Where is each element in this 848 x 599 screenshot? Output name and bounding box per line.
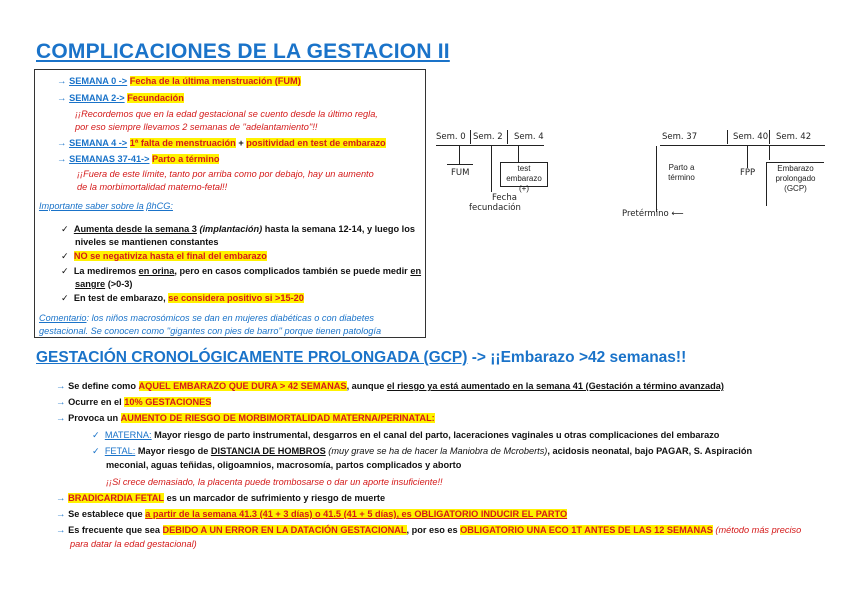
fum-label: FUM	[451, 168, 470, 178]
l1-und: el riesgo ya está aumentado en la semana 41 (Gestación a término avanzada)	[386, 381, 724, 391]
l6-hl1: DEBIDO A UN ERROR EN LA DATACIÓN GESTACIONAL	[162, 525, 407, 535]
materna-row	[92, 429, 719, 441]
gcp-row-6-line2: para datar la edad gestacional)	[70, 539, 197, 549]
tick	[727, 130, 728, 144]
fetal-ital: (muy grave se ha de hacer la Maniobra de Mcroberts)	[328, 446, 548, 456]
arrow-icon: →	[56, 493, 66, 504]
l4-hl: BRADICARDIA FETAL	[68, 493, 165, 503]
page-title: COMPLICACIONES DE LA GESTACION II	[36, 40, 450, 63]
check-icon: ✓	[61, 224, 69, 234]
b3-u1: en orina	[138, 266, 175, 276]
l2-hl: 10% GESTACIONES	[124, 397, 212, 407]
test-box	[500, 162, 548, 193]
section2-title-main: GESTACIÓN CRONOLÓGICAMENTE PROLONGADA (GCP)	[36, 349, 468, 366]
tick	[507, 130, 508, 144]
l1-mid: , aunque	[346, 381, 385, 391]
hcg-bullet-2	[61, 250, 267, 262]
week0-row	[57, 75, 301, 88]
gcp-label-1: Embarazo	[777, 164, 814, 173]
fecha-label-1: Fecha	[492, 193, 517, 203]
section2-title-suffix: -> ¡¡Embarazo >42 semanas!!	[467, 349, 687, 366]
connector	[747, 146, 748, 168]
l5-hl: a partir de la semana 41.3 (41 + 3 días) o 41.5 (41 + 5 días), es OBLIGATORIO INDUCIR EL PARTO	[145, 509, 568, 519]
comment-text-1: : los niños macrosómicos se dan en mujeres diabéticas o con diabetes	[86, 313, 375, 323]
b3-u3: sangre	[75, 279, 106, 289]
tick	[769, 130, 770, 144]
check-icon: ✓	[61, 293, 69, 303]
week37-text: Parto a término	[152, 154, 220, 164]
week2-label: SEMANA 2->	[69, 93, 125, 103]
fetal-row	[92, 445, 752, 457]
hcg-bullet-4	[61, 292, 304, 304]
timeline-box	[34, 69, 426, 338]
arrow-icon: →	[57, 76, 67, 87]
arrow-icon: →	[57, 93, 67, 104]
connector	[769, 146, 770, 160]
hcg-bullet-1-line2: niveles se mantienen constantes	[75, 237, 219, 247]
parto-box	[656, 162, 706, 190]
b3-pre: La mediremos	[73, 266, 137, 276]
fecha-label-2: fecundación	[469, 203, 521, 213]
section2-title	[36, 349, 686, 367]
sem0-label: Sem. 0	[436, 132, 466, 142]
week4-plus: +	[238, 138, 244, 148]
week2-note-1: ¡¡Recordemos que en la edad gestacional se cuento desde la último regla,	[75, 109, 378, 119]
parto-label-2: término	[668, 173, 695, 182]
comment-line-2: gestacional. Se conocen como ''gigantes con pies de barro'' porque tienen patología	[39, 326, 382, 336]
hcg-title: Importante saber sobre la	[39, 201, 144, 211]
l6-hl2: OBLIGATORIO UNA ECO 1T ANTES DE LAS 12 SEMANAS	[460, 525, 713, 535]
arrow-left-icon: ⟵	[671, 209, 684, 219]
week2-row	[57, 92, 184, 105]
b1-ital: (implantación)	[199, 224, 263, 234]
fetal-und: DISTANCIA DE HOMBROS	[210, 446, 326, 456]
fpp-label: FPP	[740, 168, 756, 178]
gcp-row-5	[56, 508, 567, 521]
check-icon: ✓	[92, 446, 100, 456]
timeline-line-right	[660, 145, 825, 146]
tick	[470, 130, 471, 144]
gcp-row-3	[56, 412, 435, 425]
pretermino-row	[622, 209, 684, 219]
l6-mid: , por eso es	[406, 525, 458, 535]
b3-mid: , pero en casos complicados también se puede medir	[174, 266, 408, 276]
fetal-label: FETAL:	[104, 446, 136, 456]
b4-pre: En test de embarazo,	[73, 293, 166, 303]
week0-text: Fecha de la última menstruación (FUM)	[129, 76, 301, 86]
l1-hl: AQUEL EMBARAZO QUE DURA > 42 SEMANAS	[138, 381, 347, 391]
week4-text-1: 1ª falta de menstruación	[129, 138, 236, 148]
test-label-1: test	[517, 164, 531, 173]
check-icon: ✓	[92, 430, 100, 440]
hcg-symbol: βhCG:	[146, 201, 173, 211]
b3-post: (>0-3)	[107, 279, 133, 289]
week0-label: SEMANA 0 ->	[69, 76, 128, 86]
sem40-label: Sem. 40	[733, 132, 769, 142]
sem2-label: Sem. 2	[473, 132, 503, 142]
l3-hl: AUMENTO DE RIESGO DE MORBIMORTALIDAD MATERNA/PERINATAL:	[120, 413, 435, 423]
l6-ital1: (método más preciso	[715, 525, 802, 535]
week37-row	[57, 153, 219, 166]
hcg-bullet-1	[61, 223, 415, 235]
arrow-icon: →	[57, 138, 67, 149]
materna-label: MATERNA:	[104, 430, 152, 440]
l1-pre: Se define como	[68, 381, 136, 391]
arrow-icon: →	[56, 397, 66, 408]
sem42-label: Sem. 42	[776, 132, 812, 142]
gcp-label-2: prolongado	[775, 174, 816, 183]
fetal-note: ¡¡Si crece demasiado, la placenta puede trombosarse o dar un aporte insuficiente!!	[106, 477, 443, 487]
b2-text: NO se negativiza hasta el final del embarazo	[73, 251, 267, 261]
timeline-line-left	[436, 145, 544, 146]
connector	[459, 146, 460, 164]
l2-pre: Ocurre en el	[68, 397, 122, 407]
gcp-label-3: (GCP)	[784, 184, 807, 193]
hcg-heading	[39, 200, 173, 212]
week4-row	[57, 137, 386, 150]
test-label-2: embarazo (+)	[506, 174, 542, 193]
week2-note-2: por eso siempre llevamos 2 semanas de ''adelantamiento''!!	[75, 122, 318, 132]
week4-text-2: positividad en test de embarazo	[246, 138, 386, 148]
hcg-bullet-3	[61, 265, 421, 277]
sem4-label: Sem. 4	[514, 132, 544, 142]
pretermino-label: Pretérmino	[622, 209, 669, 219]
week37-note-1: ¡¡Fuera de este límite, tanto por arriba como por debajo, hay un aumento	[77, 169, 374, 179]
gcp-row-6	[56, 524, 801, 537]
materna-text: Mayor riesgo de parto instrumental, desgarros en el canal del parto, laceraciones vaginales u otras complicaciones del embarazo	[154, 430, 720, 440]
hcg-bullet-3-line2	[75, 278, 132, 290]
connector	[491, 146, 492, 192]
b1-pre: Aumenta desde la semana 3	[73, 224, 197, 234]
week2-text: Fecundación	[127, 93, 184, 103]
fetal-post: , acidosis neonatal, bajo PAGAR, S. Aspiración	[547, 446, 753, 456]
b1-post: hasta la semana 12-14, y luego los	[264, 224, 415, 234]
l4-post: es un marcador de sufrimiento y riesgo de muerte	[166, 493, 386, 503]
parto-label-1: Parto a	[668, 163, 695, 172]
b4-hl: se considera positivo si >15-20	[168, 293, 304, 303]
fetal-line-2: meconial, aguas teñidas, oligoamnios, macrosomía, partos complicados y aborto	[106, 460, 462, 470]
gcp-row-2	[56, 396, 211, 409]
gcp-row-4	[56, 492, 385, 505]
l6-pre: Es frecuente que sea	[68, 525, 160, 535]
comment-label: Comentario	[39, 313, 87, 323]
comment-line-1	[39, 312, 374, 324]
connector	[656, 146, 657, 162]
week37-label: SEMANAS 37-41->	[69, 154, 150, 164]
l3-pre: Provoca un	[68, 413, 119, 423]
arrow-icon: →	[56, 413, 66, 424]
l5-pre: Se establece que	[68, 509, 143, 519]
week4-label: SEMANA 4 ->	[69, 138, 128, 148]
check-icon: ✓	[61, 266, 69, 276]
connector	[518, 146, 519, 162]
gcp-row-1	[56, 380, 724, 393]
fetal-pre: Mayor riesgo de	[137, 446, 209, 456]
arrow-icon: →	[57, 154, 67, 165]
week37-note-2: de la morbimortalidad materno-fetal!!	[77, 182, 228, 192]
check-icon: ✓	[61, 251, 69, 261]
fum-bracket	[447, 164, 473, 165]
sem37-label: Sem. 37	[662, 132, 698, 142]
arrow-icon: →	[56, 525, 66, 536]
arrow-icon: →	[56, 509, 66, 520]
arrow-icon: →	[56, 381, 66, 392]
b3-u2: en	[410, 266, 422, 276]
gcp-box	[766, 162, 824, 206]
